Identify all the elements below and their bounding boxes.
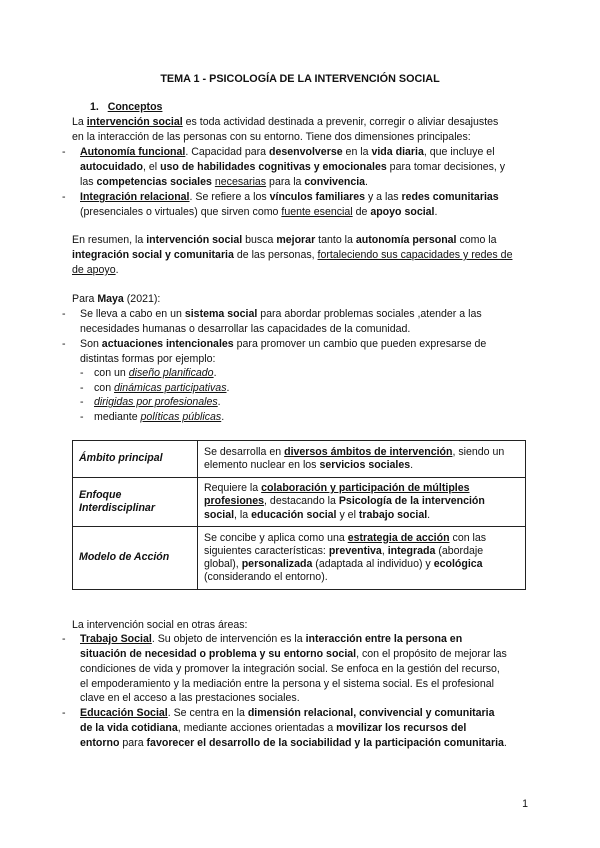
summary-line-3: de apoyo. — [72, 264, 119, 276]
dimension-autonomia-line-1: Autonomía funcional. Capacidad para desenvolverse en la vida diaria, que incluye el — [80, 146, 495, 158]
summary-line-2: integración social y comunitaria de las personas, fortaleciendo sus capacidades y redes de — [72, 249, 513, 261]
table-row — [73, 478, 526, 527]
educacion-social-line-1: Educación Social. Se centra en la dimensión relacional, convivencial y comunitaria — [80, 707, 495, 719]
maya-form-2: con dinámicas participativas. — [94, 382, 230, 394]
maya-point-2-line-1: Son actuaciones intencionales para promover un cambio que pueden expresarse de — [80, 338, 487, 350]
table-cell: Se desarrolla en diversos ámbitos de intervención, siendo un elemento nuclear en los servicios sociales. — [198, 441, 526, 478]
dimension-autonomia-line-3: las competencias sociales necesarias para la convivencia. — [80, 176, 368, 188]
sub-bullet-dash: - — [80, 367, 84, 379]
section-heading — [90, 100, 162, 114]
table-row — [73, 441, 526, 478]
maya-form-1: con un diseño planificado. — [94, 367, 217, 379]
table-key: Enfoque Interdisciplinar — [73, 478, 198, 527]
characteristics-table — [72, 440, 526, 590]
trabajo-social-line-5: clave en el acceso a las prestaciones sociales. — [80, 692, 300, 704]
sub-bullet-dash: - — [80, 411, 84, 423]
maya-point-1-line-1: Se lleva a cabo en un sistema social para abordar problemas sociales ,atender a las — [80, 308, 482, 320]
page-title: TEMA 1 - PSICOLOGÍA DE LA INTERVENCIÓN SOCIAL — [160, 73, 440, 85]
bullet-dash: - — [62, 146, 66, 158]
trabajo-social-line-2: situación de necesidad o problema y su entorno social, con el propósito de mejorar las — [80, 648, 507, 660]
sub-bullet-dash: - — [80, 396, 84, 408]
intro-line-1: La intervención social es toda actividad destinada a prevenir, corregir o aliviar desajustes — [72, 116, 499, 128]
educacion-social-line-3: entorno para favorecer el desarrollo de la sociabilidad y la participación comunitaria. — [80, 737, 507, 749]
maya-intro: Para Maya (2021): — [72, 293, 161, 305]
bullet-dash: - — [62, 191, 66, 203]
maya-form-4: mediante políticas públicas. — [94, 411, 225, 423]
dimension-integracion-line-1: Integración relacional. Se refiere a los vínculos familiares y a las redes comunitarias — [80, 191, 499, 203]
trabajo-social-line-3: condiciones de vida y promover la integración social. Se enfoca en la gestión del recurso, — [80, 663, 500, 675]
maya-point-2-line-2: distintas formas por ejemplo: — [80, 353, 216, 365]
bullet-dash: - — [62, 338, 66, 350]
dimension-autonomia-line-2: autocuidado, el uso de habilidades cognitivas y emocionales para tomar decisiones, y — [80, 161, 506, 173]
dimension-integracion-line-2: (presenciales o virtuales) que sirven como fuente esencial de apoyo social. — [80, 206, 438, 218]
table-key: Ámbito principal — [73, 441, 198, 478]
table-row — [73, 527, 526, 590]
maya-form-3: dirigidas por profesionales. — [94, 396, 221, 408]
sub-bullet-dash: - — [80, 382, 84, 394]
page-number: 1 — [522, 798, 528, 810]
section-title: Conceptos — [107, 101, 163, 113]
table-cell: Se concibe y aplica como una estrategia de acción con las siguientes características: preventiva, integrada (abordaje global), personalizada (adaptada al individuo) y ecológica (considerando el entorno). — [198, 527, 526, 590]
bullet-dash: - — [62, 633, 66, 645]
table-key: Modelo de Acción — [73, 527, 198, 590]
section-number: 1. — [90, 101, 99, 113]
other-areas-intro: La intervención social en otras áreas: — [72, 619, 248, 631]
trabajo-social-line-1: Trabajo Social. Su objeto de intervención es la interacción entre la persona en — [80, 633, 463, 645]
bullet-dash: - — [62, 707, 66, 719]
trabajo-social-line-4: el empoderamiento y la mediación entre la persona y el sistema social. Es el profesional — [80, 678, 494, 690]
table-cell: Requiere la colaboración y participación de múltiples profesiones, destacando la Psicología de la intervención social, la educación social y el trabajo social. — [198, 478, 526, 527]
summary-line-1: En resumen, la intervención social busca mejorar tanto la autonomía personal como la — [72, 234, 497, 246]
bullet-dash: - — [62, 308, 66, 320]
intro-line-2: en la interacción de las personas con su entorno. Tiene dos dimensiones principales: — [72, 131, 471, 143]
educacion-social-line-2: de la vida cotidiana, mediante acciones orientadas a movilizar los recursos del — [80, 722, 467, 734]
maya-point-1-line-2: necesidades humanas o desarrollar las capacidades de la comunidad. — [80, 323, 411, 335]
